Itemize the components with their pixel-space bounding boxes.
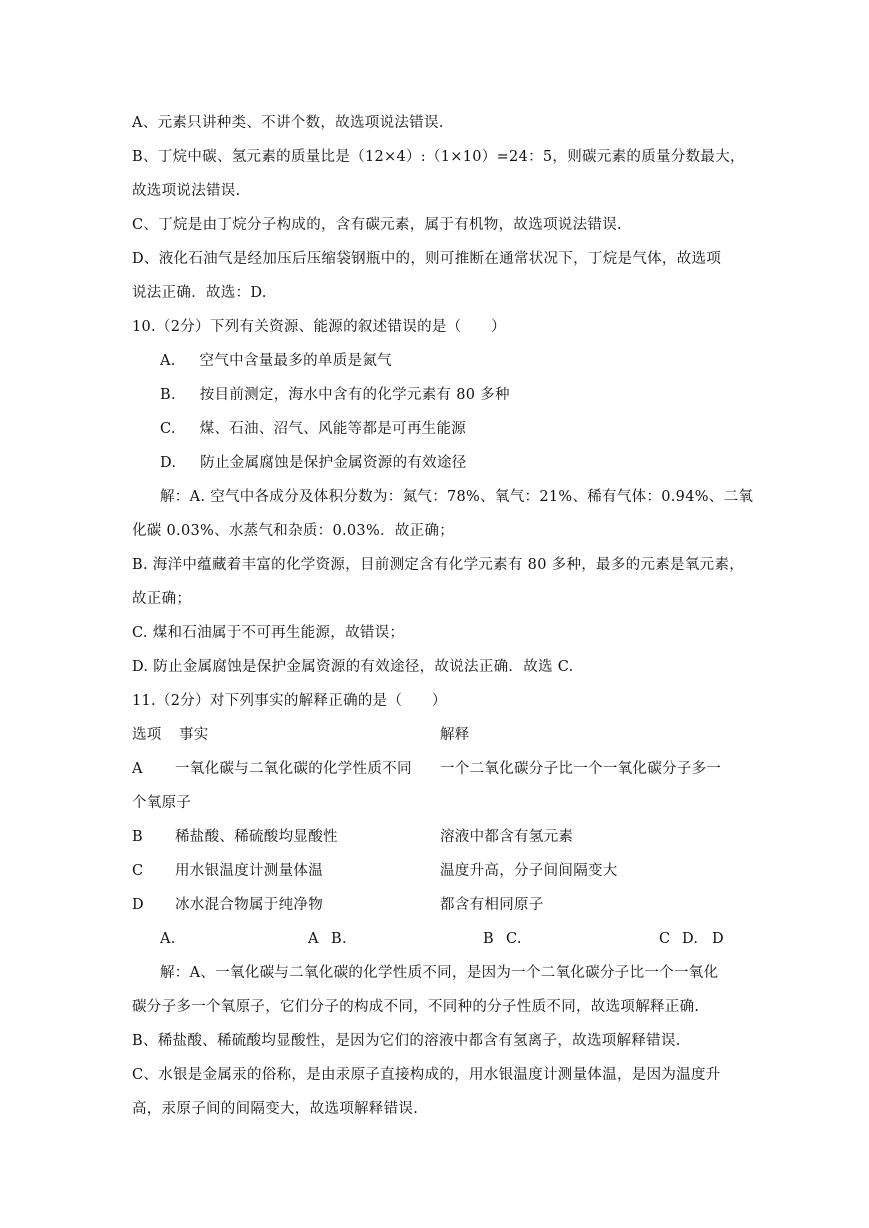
table-row-a-reason-cont: 个氧原子 <box>132 795 192 811</box>
q9-explanation-a: A、元素只讲种类、不讲个数，故选项说法错误. <box>132 115 444 131</box>
table-header-fact: 事实 <box>179 727 209 743</box>
table-row-d-fact: 冰水混合物属于纯净物 <box>175 897 323 913</box>
choice-a-value: A <box>308 931 319 947</box>
table-row-b-fact: 稀盐酸、稀硫酸均显酸性 <box>175 829 338 845</box>
q10-option-a <box>160 351 392 371</box>
table-row-d-reason: 都含有相同原子 <box>440 897 544 913</box>
table-row-c-option: C <box>132 863 144 879</box>
option-text: 煤、石油、沼气、风能等都是可再生能源 <box>199 421 467 437</box>
option-letter: D. <box>160 455 177 471</box>
choice-a-label: A. <box>160 931 176 947</box>
q9-explanation-c: C、丁烷是由丁烷分子构成的，含有碳元素，属于有机物，故选项说法错误. <box>132 217 622 233</box>
q10-solution-line-6: D. 防止金属腐蚀是保护金属资源的有效途径，故说法正确．故选 C. <box>132 659 574 675</box>
q9-explanation-b-cont: 故选项说法错误. <box>132 183 241 199</box>
table-row-a-fact: 一氧化碳与二氧化碳的化学性质不同 <box>175 761 412 777</box>
option-text: 防止金属腐蚀是保护金属资源的有效途径 <box>200 455 467 471</box>
q9-explanation-d-cont: 说法正确．故选：D. <box>132 285 267 301</box>
table-row-a-option: A <box>132 761 143 777</box>
choice-b-value: B <box>483 931 494 947</box>
option-letter: C. <box>160 421 176 437</box>
choice-c-label: C. <box>506 931 522 947</box>
option-letter: B. <box>160 387 176 403</box>
q10-option-b <box>160 385 510 405</box>
q11-solution-line-3: B、稀盐酸、稀硫酸均显酸性，是因为它们的溶液中都含有氢离子，故选项解释错误. <box>132 1033 681 1049</box>
q11-solution-line-2: 碳分子多一个氧原子，它们分子的构成不同，不同种的分子性质不同，故选项解释正确. <box>132 999 700 1015</box>
choice-d-value: D <box>712 931 724 947</box>
q10-solution-line-5: C. 煤和石油属于不可再生能源，故错误； <box>132 625 405 641</box>
q11-stem: 11.（2分）对下列事实的解释正确的是（ ） <box>132 693 447 709</box>
q10-option-c <box>160 419 466 439</box>
table-row-c-fact: 用水银温度计测量体温 <box>175 863 323 879</box>
option-text: 按目前测定，海水中含有的化学元素有 80 多种 <box>199 387 510 403</box>
table-header-option: 选项 <box>132 727 162 743</box>
q11-solution-line-1: 解：A、一氧化碳与二氧化碳的化学性质不同，是因为一个二氧化碳分子比一个一氧化 <box>160 965 719 981</box>
table-row-b-option: B <box>132 829 143 845</box>
q11-solution-line-5: 高，汞原子间的间隔变大，故选项解释错误. <box>132 1101 419 1117</box>
option-text: 空气中含量最多的单质是氮气 <box>199 353 392 369</box>
choice-c-value: C <box>659 931 671 947</box>
table-row-b-reason: 溶液中都含有氢元素 <box>440 829 574 845</box>
table-row-d-option: D <box>132 897 144 913</box>
q9-explanation-b: B、丁烷中碳、氢元素的质量比是（12×4）:（1×10）=24：5，则碳元素的质量分数最大， <box>132 149 745 165</box>
option-letter: A. <box>160 353 176 369</box>
table-row-c-reason: 温度升高，分子间间隔变大 <box>440 863 618 879</box>
q10-solution-line-1: 解：A. 空气中各成分及体积分数为：氮气：78%、氧气：21%、稀有气体：0.94%、二氧 <box>160 489 754 505</box>
table-row-a-reason: 一个二氧化碳分子比一个一氧化碳分子多一 <box>440 761 722 777</box>
q10-solution-line-3: B. 海洋中蕴藏着丰富的化学资源，目前测定含有化学元素有 80 多种，最多的元素是氧元素， <box>132 557 745 573</box>
q10-solution-line-2: 化碳 0.03%、水蒸气和杂质：0.03%．故正确； <box>132 523 455 539</box>
table-header-reason: 解释 <box>440 727 470 743</box>
q10-stem: 10.（2分）下列有关资源、能源的叙述错误的是（ ） <box>132 319 506 335</box>
q9-explanation-d: D、液化石油气是经加压后压缩袋钢瓶中的，则可推断在通常状况下，丁烷是气体，故选项 <box>132 251 722 267</box>
q11-solution-line-4: C、水银是金属汞的俗称，是由汞原子直接构成的，用水银温度计测量体温，是因为温度升 <box>132 1067 721 1083</box>
choice-d-label: D. <box>682 931 699 947</box>
choice-b-label: B. <box>331 931 347 947</box>
q10-option-d <box>160 453 467 473</box>
q10-solution-line-4: 故正确； <box>132 591 192 607</box>
